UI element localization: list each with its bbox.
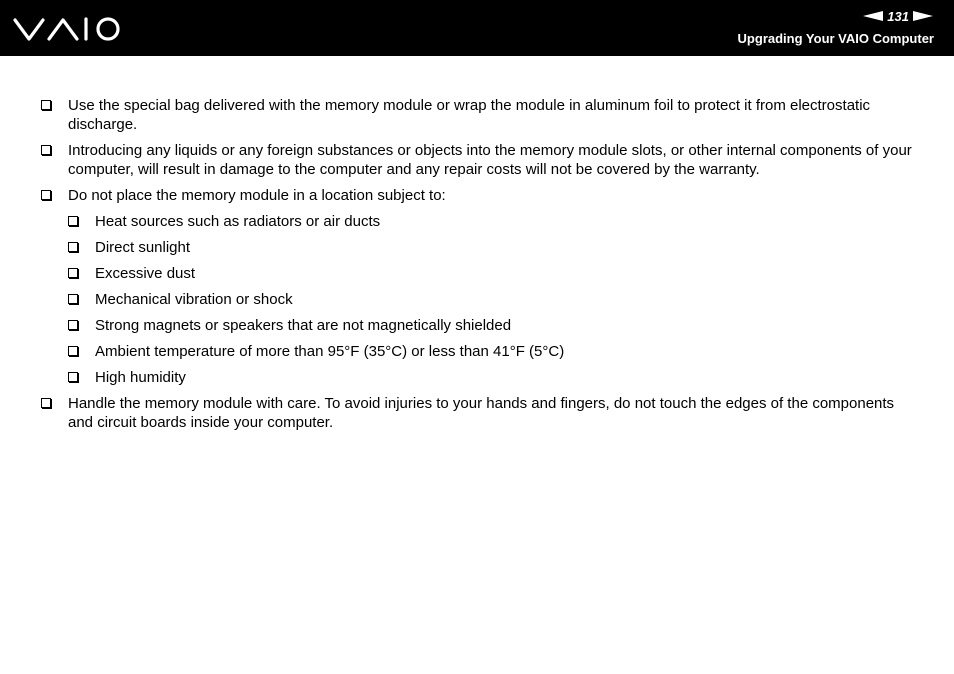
section-title: Upgrading Your VAIO Computer — [737, 31, 934, 46]
checkbox-bullet-icon — [68, 372, 78, 382]
list-item-text: Introducing any liquids or any foreign substances or objects into the memory module slots, or other internal components of your computer, will result in damage to the computer and any repair costs will not be covered by the warranty. — [68, 142, 912, 178]
vaio-logo — [13, 14, 123, 44]
sub-list — [0, 212, 954, 387]
list-item — [0, 96, 954, 134]
list-item-text: Handle the memory module with care. To avoid injuries to your hands and fingers, do not touch the edges of the components and circuit boards inside your computer. — [68, 395, 895, 431]
sub-list-item-text: High humidity — [95, 369, 186, 386]
page-content — [0, 96, 954, 439]
list-item — [0, 394, 954, 432]
checkbox-bullet-icon — [68, 294, 78, 304]
next-page-arrow-icon[interactable] — [913, 11, 933, 21]
sub-list-item — [0, 212, 954, 231]
list-item-text: Do not place the memory module in a location subject to: — [68, 187, 446, 204]
checkbox-bullet-icon — [68, 268, 78, 278]
checkbox-bullet-icon — [41, 190, 51, 200]
sub-list-item-text: Heat sources such as radiators or air ducts — [95, 213, 381, 230]
sub-list-item — [0, 342, 954, 361]
previous-page-arrow-icon[interactable] — [863, 11, 883, 21]
list-item — [0, 141, 954, 179]
page-header — [0, 0, 954, 56]
sub-list-item — [0, 290, 954, 309]
sub-list-item — [0, 264, 954, 283]
checkbox-bullet-icon — [68, 242, 78, 252]
sub-list-item-text: Direct sunlight — [95, 239, 191, 256]
sub-list-item — [0, 368, 954, 387]
checkbox-bullet-icon — [41, 100, 51, 110]
sub-list-item — [0, 316, 954, 335]
sub-list-item-text: Ambient temperature of more than 95°F (35°C) or less than 41°F (5°C) — [95, 343, 565, 360]
checkbox-bullet-icon — [41, 398, 51, 408]
checkbox-bullet-icon — [68, 320, 78, 330]
checkbox-bullet-icon — [68, 216, 78, 226]
sub-list-item-text: Mechanical vibration or shock — [95, 291, 293, 308]
list-item — [0, 186, 954, 205]
list-item-text: Use the special bag delivered with the memory module or wrap the module in aluminum foil to protect it from electrostatic discharge. — [68, 97, 871, 133]
page-number: 131 — [887, 8, 909, 24]
checkbox-bullet-icon — [68, 346, 78, 356]
page-navigation — [863, 7, 933, 25]
checkbox-bullet-icon — [41, 145, 51, 155]
sub-list-item — [0, 238, 954, 257]
sub-list-item-text: Strong magnets or speakers that are not magnetically shielded — [95, 317, 512, 334]
sub-list-item-text: Excessive dust — [95, 265, 196, 282]
